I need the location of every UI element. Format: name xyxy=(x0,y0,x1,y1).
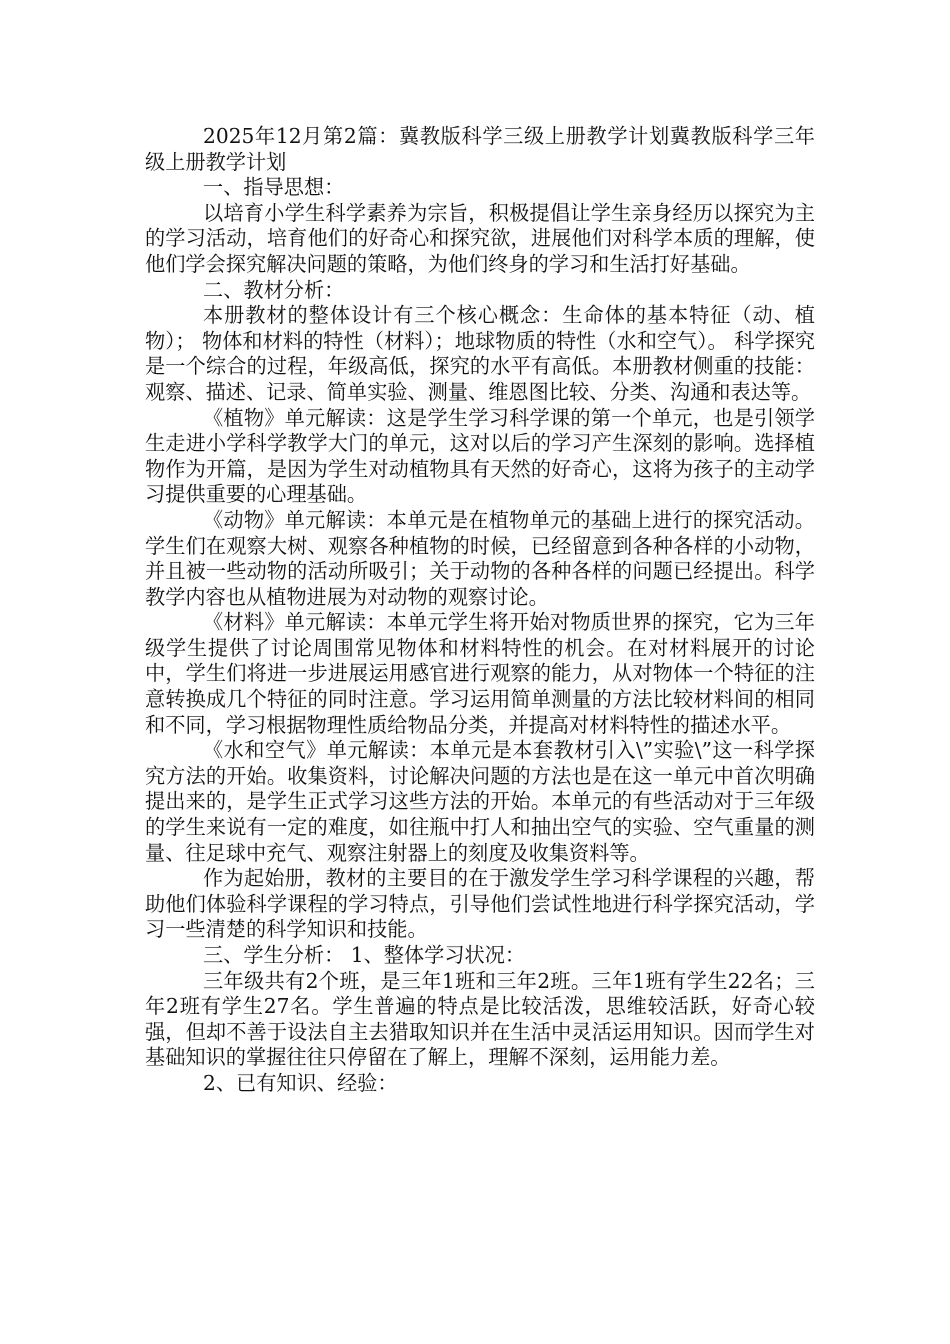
paragraph-materials-unit: 《材料》单元解读：本单元学生将开始对物质世界的探究，它为三年级学生提供了讨论周围常见物体和材料特性的机会。在对材料展开的讨论中，学生们将进一步进展运用感官进行观察的能力，从对物体一个特征的注意转换成几个特征的同时注意。学习运用简单测量的方法比较材料间的相同和不同，学习根据物理性质给物品分类，并提高对材料特性的描述水平。 xyxy=(145,610,815,737)
document-page xyxy=(145,124,815,1097)
paragraph-core-concepts: 本册教材的整体设计有三个核心概念：生命体的基本特征（动、植物）； 物体和材料的特性（材料）；地球物质的特性（水和空气）。 科学探究是一个综合的过程，年级高低，探究的水平有高低。本册教材侧重的技能：观察、描述、记录、简单实验、测量、维恩图比较、分类、沟通和表达等。 xyxy=(145,303,815,404)
section-heading-guiding-thought: 一、指导思想： xyxy=(203,175,345,200)
paragraph-guiding-thought: 以培育小学生科学素养为宗旨，积极提倡让学生亲身经历以探究为主的学习活动，培育他们的好奇心和探究欲，进展他们对科学本质的理解，使他们学会探究解决问题的策略，为他们终身的学习和生活打好基础。 xyxy=(145,200,815,276)
document-title: 2025年12月第2篇：冀教版科学三级上册教学计划冀教版科学三年级上册教学计划 xyxy=(145,124,815,174)
section-heading-student-analysis: 三、学生分析： 1、整体学习状况： xyxy=(203,943,526,967)
subheading-prior-knowledge: 2、已有知识、经验： xyxy=(203,1070,398,1095)
paragraph-water-air-unit: 《水和空气》单元解读：本单元是本套教材引入\”实验\”这一科学探究方法的开始。收集资料，讨论解决问题的方法也是在这一单元中首次明确提出来的，是学生正式学习这些方法的开始。本单元的有些活动对于三年级的学生来说有一定的难度，如往瓶中打人和抽出空气的实验、空气重量的测量、往足球中充气、观察注射器上的刻度及收集资料等。 xyxy=(145,738,815,865)
paragraph-plants-unit: 《植物》单元解读：这是学生学习科学课的第一个单元，也是引领学生走进小学科学教学大门的单元，这对以后的学习产生深刻的影响。选择植物作为开篇，是因为学生对动植物具有天然的好奇心，这将为孩子的主动学习提供重要的心理基础。 xyxy=(145,405,815,507)
section-heading-textbook-analysis: 二、教材分析： xyxy=(203,277,345,302)
paragraph-animals-unit: 《动物》单元解读：本单元是在植物单元的基础上进行的探究活动。学生们在观察大树、观察各种植物的时候，已经留意到各种各样的小动物，并且被一些动物的活动所吸引；关于动物的各种各样的问题已经提出。科学教学内容也从植物进展为对动物的观察讨论。 xyxy=(145,507,815,609)
paragraph-student-status: 三年级共有2个班，是三年1班和三年2班。三年1班有学生22名；三年2班有学生27名。学生普遍的特点是比较活泼，思维较活跃，好奇心较强，但却不善于设法自主去猎取知识并在生活中灵活运用知识。因而学生对基础知识的掌握往往只停留在了解上，理解不深刻，运用能力差。 xyxy=(145,968,815,1070)
paragraph-textbook-purpose: 作为起始册，教材的主要目的在于激发学生学习科学课程的兴趣，帮助他们体验科学课程的学习特点，引导他们尝试性地进行科学探究活动，学习一些清楚的科学知识和技能。 xyxy=(145,866,815,942)
